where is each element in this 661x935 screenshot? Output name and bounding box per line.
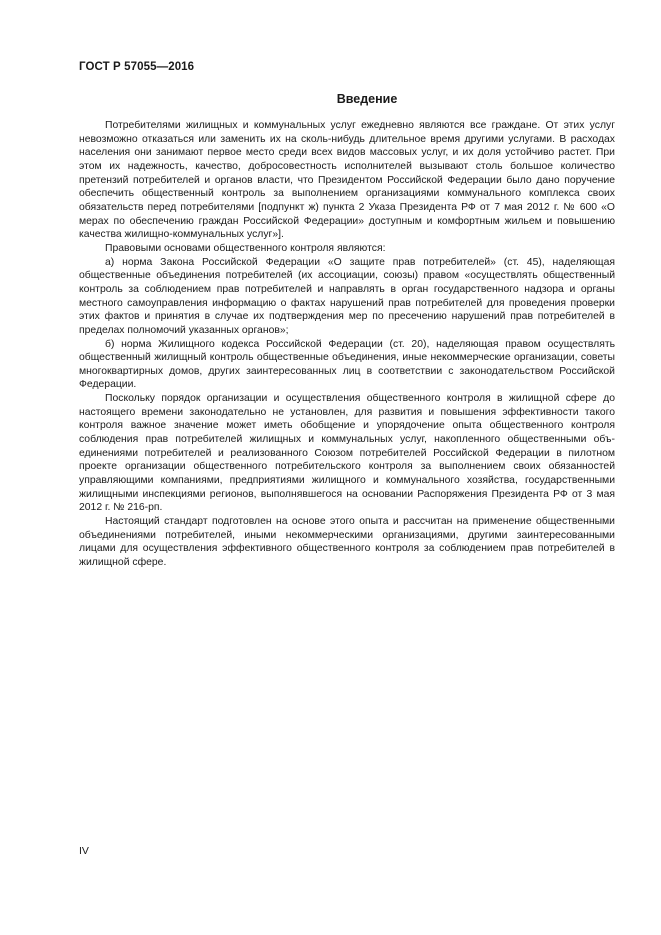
paragraph-procedure: Поскольку порядок организации и осуществления общественного контроля в жилищной сфере до настоящего времени законодательно не установлен, для развития и повышения эффективности такого контроля важное значение может иметь обобщение и упорядочение опыта общественного контроля соблюдения прав потребителей жилищных и коммунальных услуг, накопленного общественными объединениями потребителей и реализованного Союзом потребителей Российской Федерации в пилотном проекте организации общественного потребительского контроля за выполнением своих обязанностей управляющими компаниями, предприятиями жилищного и коммунального хозяйства, государственными жилищными инспекциями регионов, выполнявшегося на основании Распоряжения Президента РФ от 3 мая 2012 г. № 216-рп. [79,393,615,514]
introduction-body [79,119,615,570]
paragraph-item-b: б) норма Жилищного кодекса Российской Федерации (ст. 20), наделяющая правом осуществлять общественный жилищный контроль общественные объединения, иные некоммерческие организации, советы многоквартирных домов, других заинтересованных лиц в соответствии с законодательством Российской Федерации. [79,338,615,391]
paragraph-item-a: а) норма Закона Российской Федерации «О защите прав потребителей» (ст. 45), наделяющая общественные объединения потребителей (их ассоциации, союзы) правом «осуществлять общественный контроль за соблюдением прав потребителей и направлять в орган государственного надзора и органы местного самоуправления информацию о фактах нарушений прав потребителей для проведения проверки этих фактов и принятия в случае их подтверждения мер по пресечению нарушений прав потребителей в пределах полномочий указанных органов»; [79,256,615,336]
page-number: IV [79,845,89,857]
paragraph-legal-basis: Правовыми основами общественного контроля являются: [105,242,386,254]
paragraph-intro: Потребителями жилищных и коммунальных услуг ежедневно являются все граждане. От этих услуг невозможно отказаться или заменить их на сколь-нибудь длительное время другими услугами. В расходах населения они занимают первое место среди всех видов массовых услуг, и их доля устойчиво растет. При этом их надежность, качество, добросовестность исполнителей вызывают столь большое количество претензий потребителей и органов власти, что Президентом Российской Федерации было дано поручение обеспечить общественный контроль за выполнением организациями коммунального комплекса своих обязательств перед потребителями [подпункт ж) пункта 2 Указа Президента РФ от 7 мая 2012 г. № 600 «О мерах по обеспечению граждан Российской Федерации» доступным и комфортным жильем и повышению качества жилищно-коммунальных услуг»]. [79,120,615,241]
paragraph-standard-purpose: Настоящий стандарт подготовлен на основе этого опыта и рассчитан на применение общественными объединениями потребителей, иными некоммерческими организациями, другими заинтересованными лицами для осуществления эффективного общественного контроля за соблюдением прав потребителей в жилищной сфере. [79,516,615,568]
section-title: Введение [336,92,398,106]
document-header: ГОСТ Р 57055—2016 [79,61,195,73]
